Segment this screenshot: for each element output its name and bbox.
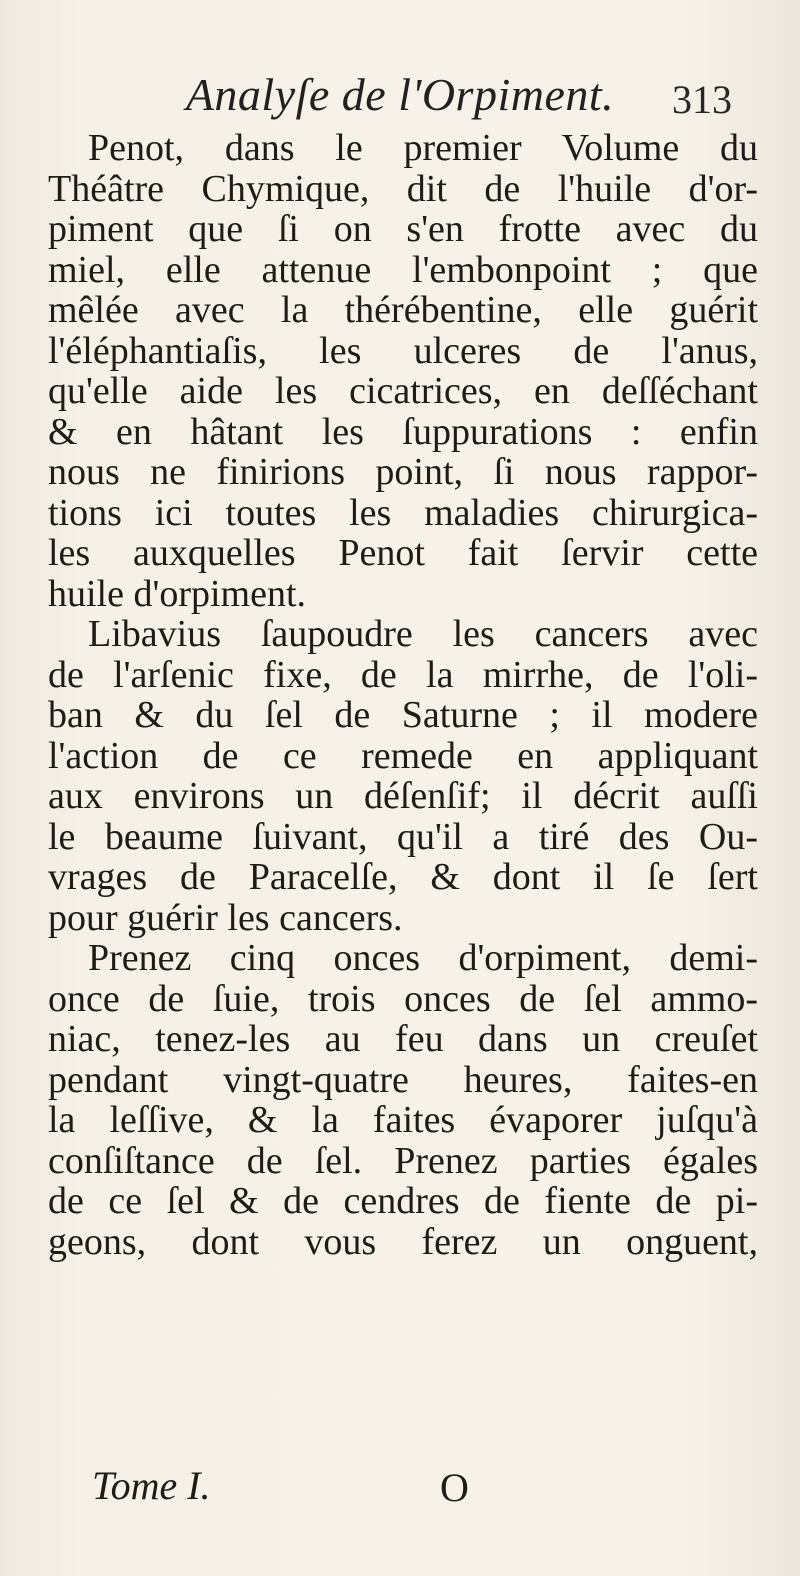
body-text	[48, 128, 758, 1262]
text-line: de l'arſenic fixe, de la mirrhe, de l'oli-	[48, 653, 758, 696]
text-line: ban & du ſel de Saturne ; il modere	[48, 694, 758, 736]
volume-label: Tome I.	[92, 1463, 211, 1508]
text-line: vrages de Paracelſe, & dont il ſe ſert	[48, 856, 758, 898]
signature-mark: O	[440, 1465, 469, 1510]
page-footer	[48, 1462, 758, 1512]
text-line: pour guérir les cancers.	[48, 896, 403, 939]
text-line: niac, tenez-les au feu dans un creuſet	[48, 1018, 758, 1060]
page-number: 313	[672, 77, 732, 122]
text-line: nous ne finirions point, ſi nous rappor-	[48, 451, 758, 493]
text-line: de ce ſel & de cendres de fiente de pi-	[48, 1180, 758, 1222]
text-line: le beaume ſuivant, qu'il a tiré des Ou-	[48, 815, 758, 858]
text-line: Prenez cinq onces d'orpiment, demi-	[88, 937, 758, 979]
text-line: conſiſtance de ſel. Prenez parties égales	[48, 1139, 758, 1182]
text-line: huile d'orpiment.	[48, 572, 307, 615]
text-line: l'action de ce remede en appliquant	[48, 734, 758, 777]
text-line: once de ſuie, trois onces de ſel ammo-	[48, 977, 758, 1020]
text-line: Penot, dans le premier Volume du	[88, 127, 758, 169]
text-line: Théâtre Chymique, dit de l'huile d'or-	[48, 167, 758, 210]
text-line: la leſſive, & la faites évaporer juſqu'à	[48, 1099, 758, 1141]
text-line: tions ici toutes les maladies chirurgica-	[48, 491, 758, 534]
text-line: qu'elle aide les cicatrices, en deſſéchant	[48, 370, 758, 412]
text-line: miel, elle attenue l'embonpoint ; que	[48, 248, 758, 291]
text-line: Libavius ſaupoudre les cancers avec	[88, 613, 758, 655]
running-title: Analyſe de l'Orpiment.	[185, 69, 615, 120]
text-line: les auxquelles Penot fait ſervir cette	[48, 532, 758, 574]
text-line: geons, dont vous ferez un onguent,	[48, 1220, 758, 1263]
text-line: l'éléphantiaſis, les ulceres de l'anus,	[48, 329, 758, 372]
text-line: pendant vingt-quatre heures, faites-en	[48, 1058, 758, 1101]
text-line: & en hâtant les ſuppurations : enfin	[48, 410, 758, 453]
text-line: mêlée avec la thérébentine, elle guérit	[48, 289, 758, 331]
text-line: aux environs un déſenſif; il décrit auſſi	[48, 775, 758, 817]
page-header	[0, 68, 800, 128]
text-line: piment que ſi on s'en frotte avec du	[48, 208, 758, 250]
